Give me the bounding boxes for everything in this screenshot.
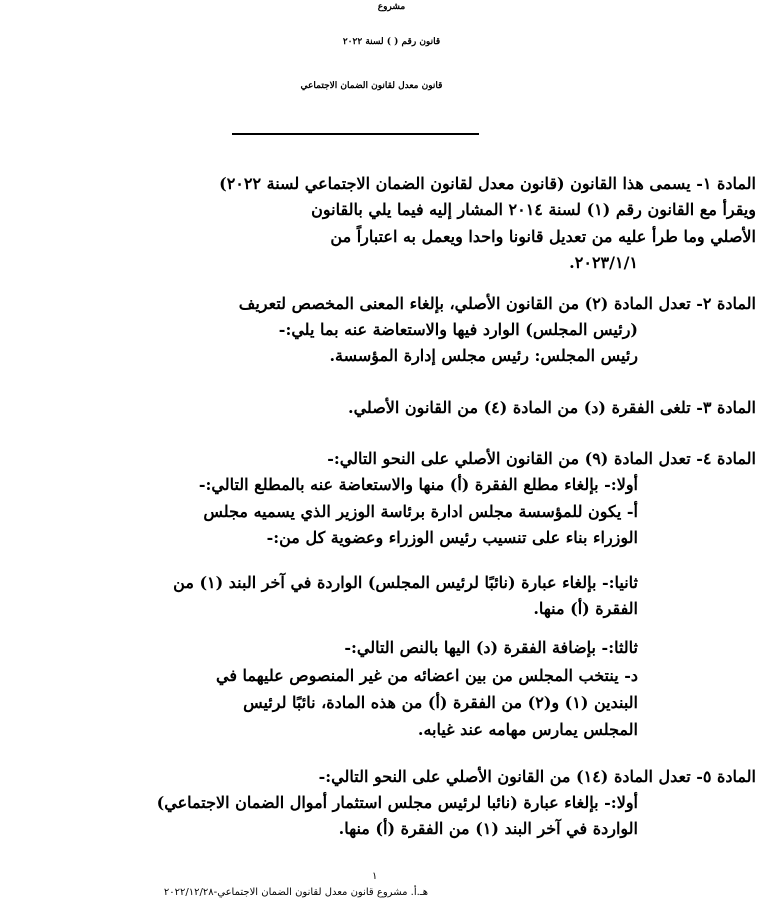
article-line: الوزراء بناء على تنسيب رئيس الوزراء وعضوية كل من:-	[266, 528, 638, 547]
article-line: أولا:- بإلغاء عبارة (نائبا لرئيس مجلس استثمار أموال الضمان الاجتماعي)	[156, 793, 638, 812]
article-line: أ- يكون للمؤسسة مجلس ادارة برئاسة الوزير الذي يسميه مجلس	[203, 502, 638, 521]
article-line: الفقرة (أ) منها.	[533, 599, 638, 618]
title-divider	[232, 133, 479, 135]
article-line: ثالثا:- بإضافة الفقرة (د) اليها بالنص التالي:-	[344, 638, 638, 657]
article-line: أولا:- بإلغاء مطلع الفقرة (أ) منها والاستعاضة عنه بالمطلع التالي:-	[198, 475, 638, 494]
article-line: رئيس المجلس: رئيس مجلس إدارة المؤسسة.	[329, 346, 638, 365]
article-line: ويقرأ مع القانون رقم (١) لسنة ٢٠١٤ المشار إليه فيما يلي بالقانون	[311, 200, 756, 219]
article-line: المادة ١- يسمى هذا القانون (قانون معدل لقانون الضمان الاجتماعي لسنة ٢٠٢٢)	[219, 174, 756, 193]
article-line: (رئيس المجلس) الوارد فيها والاستعاضة عنه بما يلي:-	[278, 320, 638, 339]
law-title: قانون معدل لقانون الضمان الاجتماعي	[300, 81, 443, 91]
article-line: المجلس يمارس مهامه عند غيابه.	[417, 720, 638, 739]
article-line: المادة ٢- تعدل المادة (٢) من القانون الأصلي، بإلغاء المعنى المخصص لتعريف	[238, 294, 756, 313]
article-line: البندين (١) و(٢) من الفقرة (أ) من هذه المادة، نائبًا لرئيس	[243, 693, 638, 712]
article-line: المادة ٣- تلغى الفقرة (د) من المادة (٤) من القانون الأصلي.	[348, 398, 756, 417]
article-line: د- ينتخب المجلس من بين اعضائه من غير المنصوص عليهما في	[215, 666, 638, 685]
article-line: المادة ٤- تعدل المادة (٩) من القانون الأصلي على النحو التالي:-	[327, 449, 756, 468]
article-line: المادة ٥- تعدل المادة (١٤) من القانون الأصلي على النحو التالي:-	[318, 767, 756, 786]
draft-label: مشروع	[377, 2, 406, 12]
footer-reference: هـ.أ. مشروع قانون معدل لقانون الضمان الاجتماعي-٢٠٢٢/١٢/٢٨	[163, 887, 428, 898]
law-number: قانون رقم ( ) لسنة ٢٠٢٢	[342, 37, 441, 47]
page-number: ١	[372, 871, 378, 882]
article-line: الواردة في آخر البند (١) من الفقرة (أ) منها.	[338, 819, 638, 838]
article-line: الأصلي وما طرأ عليه من تعديل قانونا واحدا ويعمل به اعتباراً من	[330, 227, 756, 246]
article-line: ثانيا:- بإلغاء عبارة (نائبًا لرئيس المجلس) الواردة في آخر البند (١) من	[173, 573, 638, 592]
article-line: ٢٠٢٣/١/١.	[569, 253, 638, 272]
